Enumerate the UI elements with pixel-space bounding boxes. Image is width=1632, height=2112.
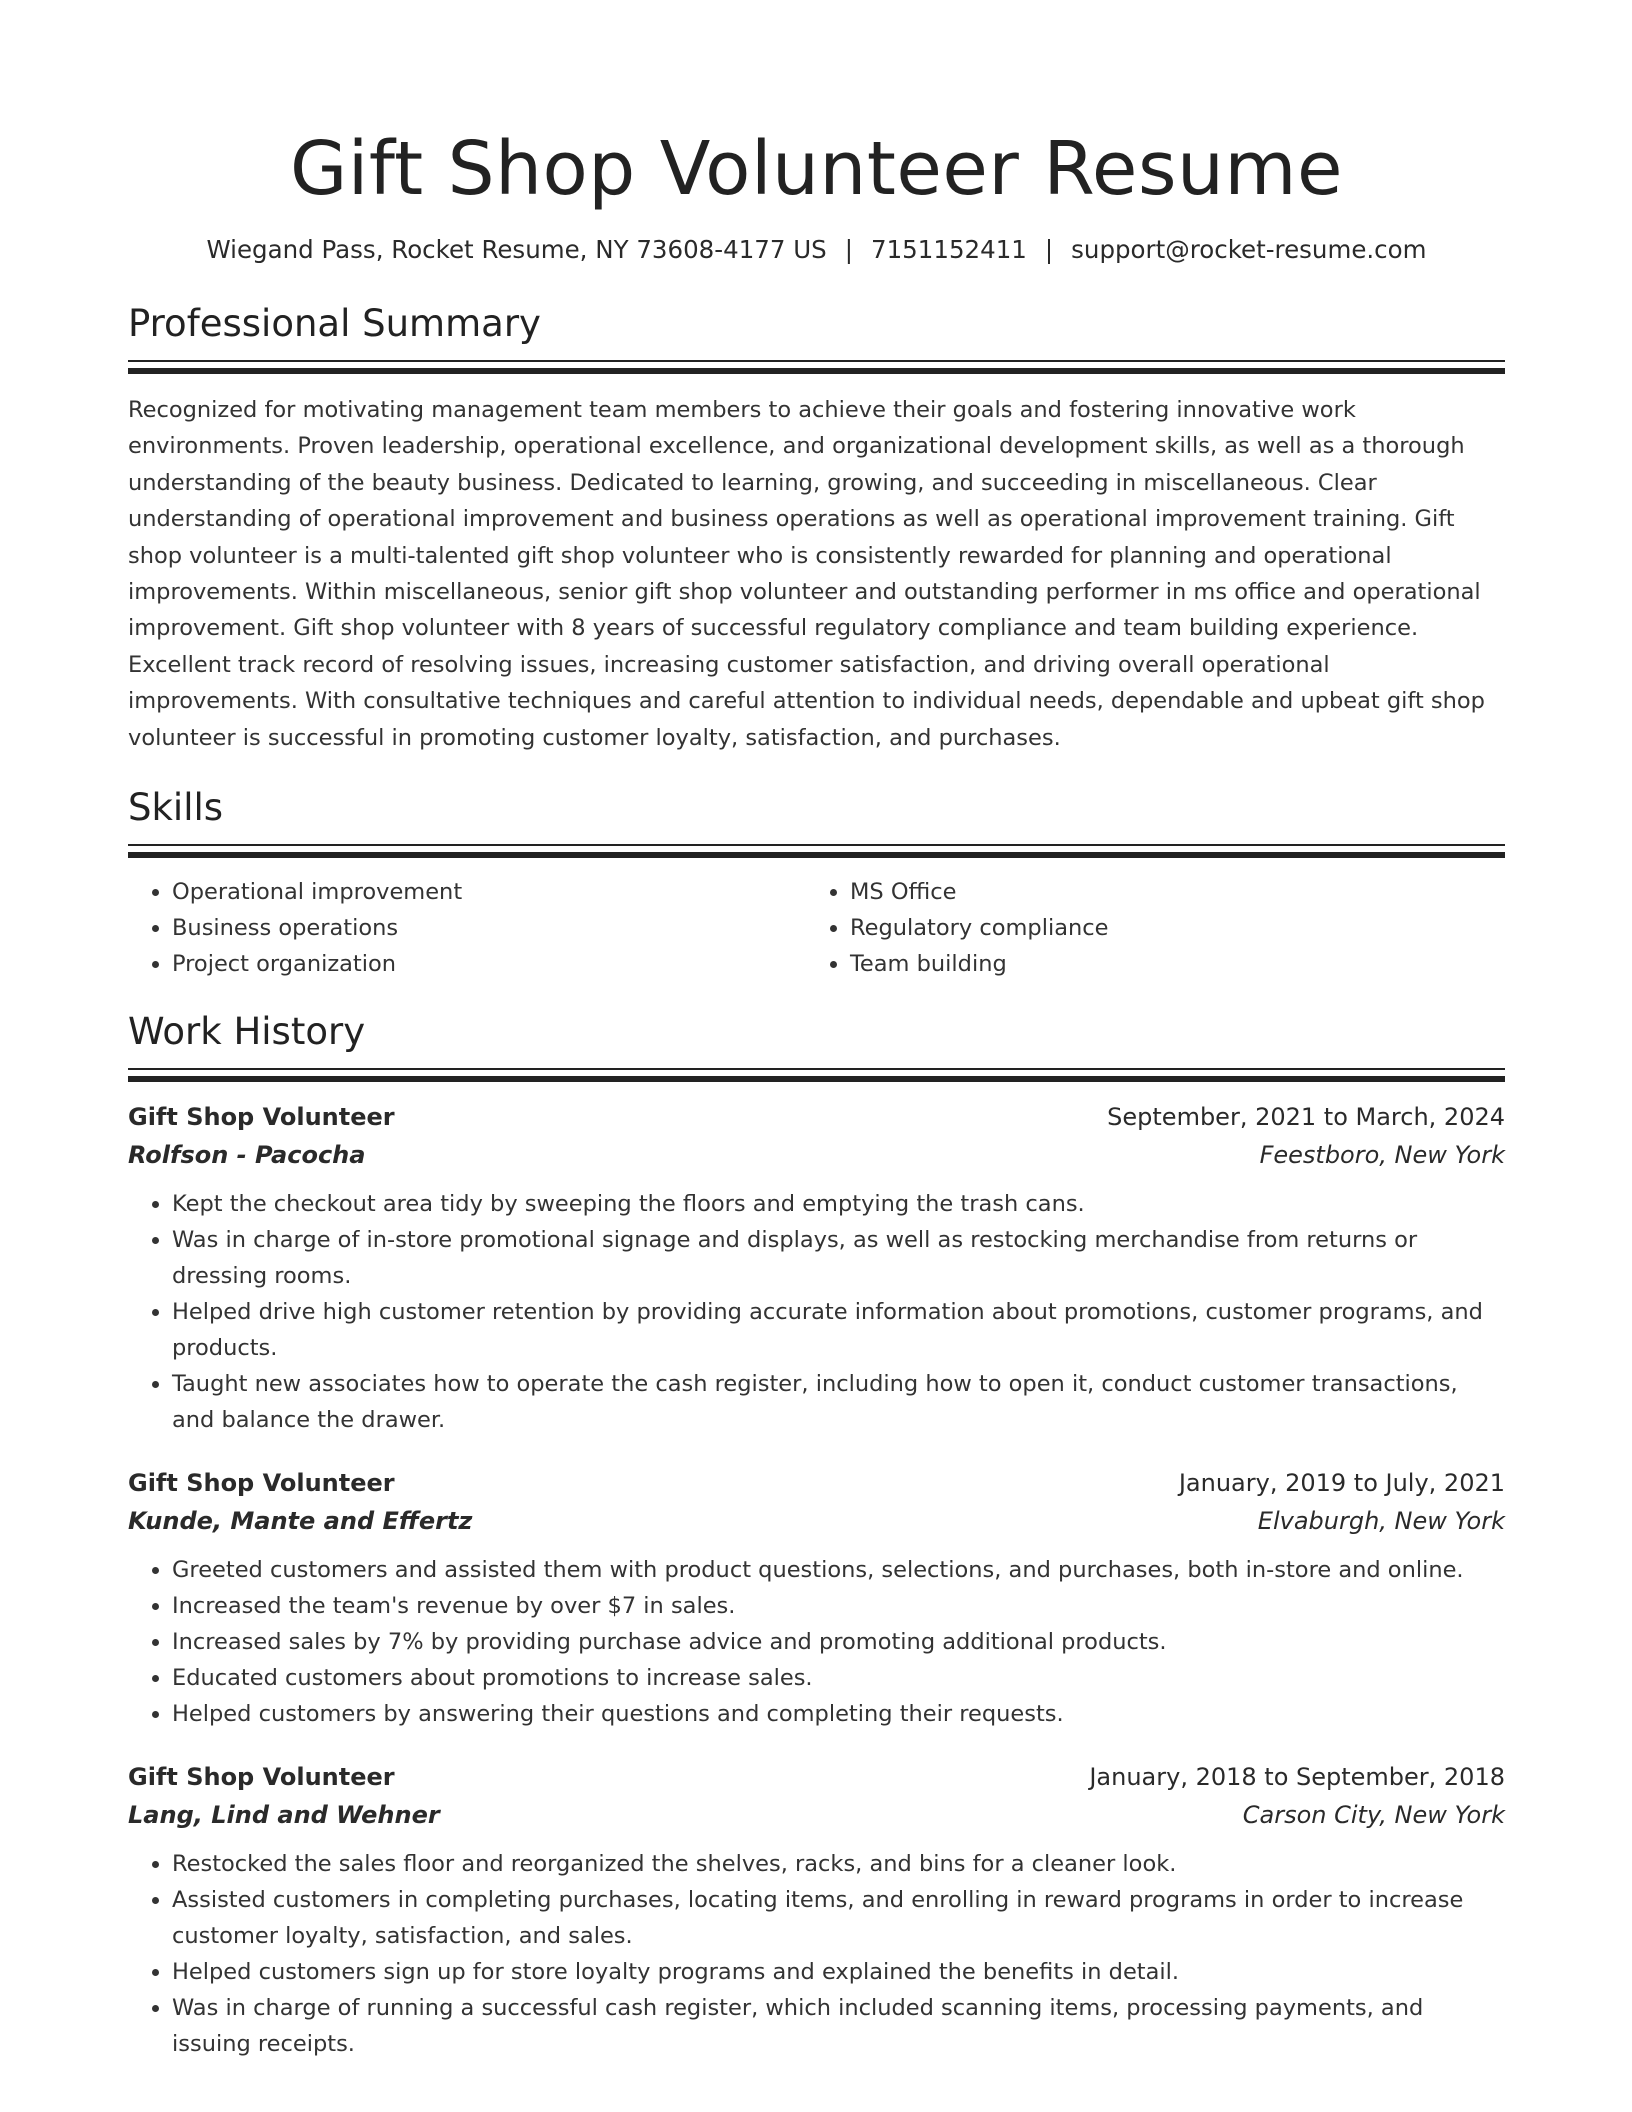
job-entry: [128, 1098, 1505, 1438]
job-bullet: • Assisted customers in completing purchases, locating items, and enrolling in reward programs in order to increase customer loyalty, satisfaction, and sales.: [172, 1882, 1505, 1954]
section-divider-thin: [128, 844, 1505, 846]
job-company: Lang, Lind and Wehner: [128, 1801, 440, 1830]
job-bullet: • Was in charge of in-store promotional signage and displays, as well as restocking merchandise from returns or dressing rooms.: [172, 1222, 1505, 1294]
job-location: Carson City, New York: [1242, 1801, 1505, 1830]
skills-list-right: [806, 874, 1484, 982]
summary-heading: Professional Summary: [128, 302, 541, 345]
contact-email: support@rocket-resume.com: [1071, 235, 1427, 264]
job-bullet: • Helped drive high customer retention by providing accurate information about promotions, customer programs, and products.: [172, 1294, 1505, 1366]
contact-phone: 7151152411: [871, 235, 1027, 264]
job-company-row: [128, 1796, 1505, 1834]
job-title: Gift Shop Volunteer: [128, 1469, 395, 1498]
section-divider-thick: [128, 852, 1505, 858]
skill-item: • Operational improvement: [172, 874, 806, 910]
job-entry: [128, 1758, 1505, 2062]
job-bullet: • Kept the checkout area tidy by sweeping the floors and emptying the trash cans.: [172, 1186, 1505, 1222]
job-bullet: • Was in charge of running a successful cash register, which included scanning items, processing payments, and issuing receipts.: [172, 1990, 1505, 2062]
job-company-row: [128, 1502, 1505, 1540]
job-location: Feestboro, New York: [1259, 1141, 1505, 1170]
job-bullet: • Greeted customers and assisted them with product questions, selections, and purchases, both in-store and online.: [172, 1552, 1505, 1588]
job-header-row: [128, 1098, 1505, 1136]
skill-item: • Team building: [850, 946, 1484, 982]
contact-separator: |: [1044, 235, 1054, 264]
skills-section: [128, 784, 1505, 982]
job-bullet: • Taught new associates how to operate the cash register, including how to open it, conduct customer transactions, and balance the drawer.: [172, 1366, 1505, 1438]
job-bullet: • Restocked the sales floor and reorganized the shelves, racks, and bins for a cleaner look.: [172, 1846, 1505, 1882]
skill-item: • Project organization: [172, 946, 806, 982]
job-title: Gift Shop Volunteer: [128, 1763, 395, 1792]
job-company-row: [128, 1136, 1505, 1174]
summary-section: [128, 300, 1505, 756]
work-section: [128, 1008, 1505, 2062]
job-bullets: [128, 1846, 1505, 2062]
skill-item: • MS Office: [850, 874, 1484, 910]
contact-line: [128, 234, 1505, 266]
resume-title: Gift Shop Volunteer Resume: [289, 126, 1344, 212]
summary-text: Recognized for motivating management team members to achieve their goals and fostering innovative work environments. Proven leadership, operational excellence, and organizational development skills, as well as a thorough understanding of the beauty business. Dedicated to learning, growing, and succeeding in miscellaneous. Clear understanding of operational improvement and business operations as well as operational improvement training. Gift shop volunteer is a multi-talented gift shop volunteer who is consistently rewarded for planning and operational improvements. Within miscellaneous, senior gift shop volunteer and outstanding performer in ms office and operational improvement. Gift shop volunteer with 8 years of successful regulatory compliance and team building experience. Excellent track record of resolving issues, increasing customer satisfaction, and driving overall operational improvements. With consultative techniques and careful attention to individual needs, dependable and upbeat gift shop volunteer is successful in promoting customer loyalty, satisfaction, and purchases.: [128, 397, 1485, 751]
job-company: Rolfson - Pacocha: [128, 1141, 366, 1170]
skill-item: • Regulatory compliance: [850, 910, 1484, 946]
job-bullet: • Helped customers sign up for store loyalty programs and explained the benefits in detail.: [172, 1954, 1505, 1990]
job-company: Kunde, Mante and Effertz: [128, 1507, 473, 1536]
job-dates: January, 2018 to September, 2018: [1089, 1763, 1505, 1792]
job-header-row: [128, 1758, 1505, 1796]
job-bullet: • Increased the team's revenue by over $7 in sales.: [172, 1588, 1505, 1624]
job-location: Elvaburgh, New York: [1257, 1507, 1505, 1536]
job-bullet: • Increased sales by 7% by providing purchase advice and promoting additional products.: [172, 1624, 1505, 1660]
job-header-row: [128, 1464, 1505, 1502]
job-bullet: • Helped customers by answering their questions and completing their requests.: [172, 1696, 1505, 1732]
work-heading: Work History: [128, 1010, 366, 1054]
section-divider-thin: [128, 360, 1505, 362]
skills-list-left: [128, 874, 806, 982]
job-dates: January, 2019 to July, 2021: [1178, 1469, 1505, 1498]
section-divider-thick: [128, 1076, 1505, 1082]
section-divider-thin: [128, 1068, 1505, 1070]
job-title: Gift Shop Volunteer: [128, 1103, 395, 1132]
job-entry: [128, 1464, 1505, 1732]
job-bullets: [128, 1186, 1505, 1438]
job-dates: September, 2021 to March, 2024: [1107, 1103, 1505, 1132]
contact-separator: |: [844, 235, 853, 264]
resume-page: [128, 0, 1505, 2062]
skills-columns: [128, 874, 1505, 982]
job-bullet: • Educated customers about promotions to increase sales.: [172, 1660, 1505, 1696]
section-divider-thick: [128, 368, 1505, 374]
skill-item: • Business operations: [172, 910, 806, 946]
contact-address: Wiegand Pass, Rocket Resume, NY 73608-4177 US: [206, 235, 827, 264]
skills-heading: Skills: [128, 786, 224, 830]
job-bullets: [128, 1552, 1505, 1732]
